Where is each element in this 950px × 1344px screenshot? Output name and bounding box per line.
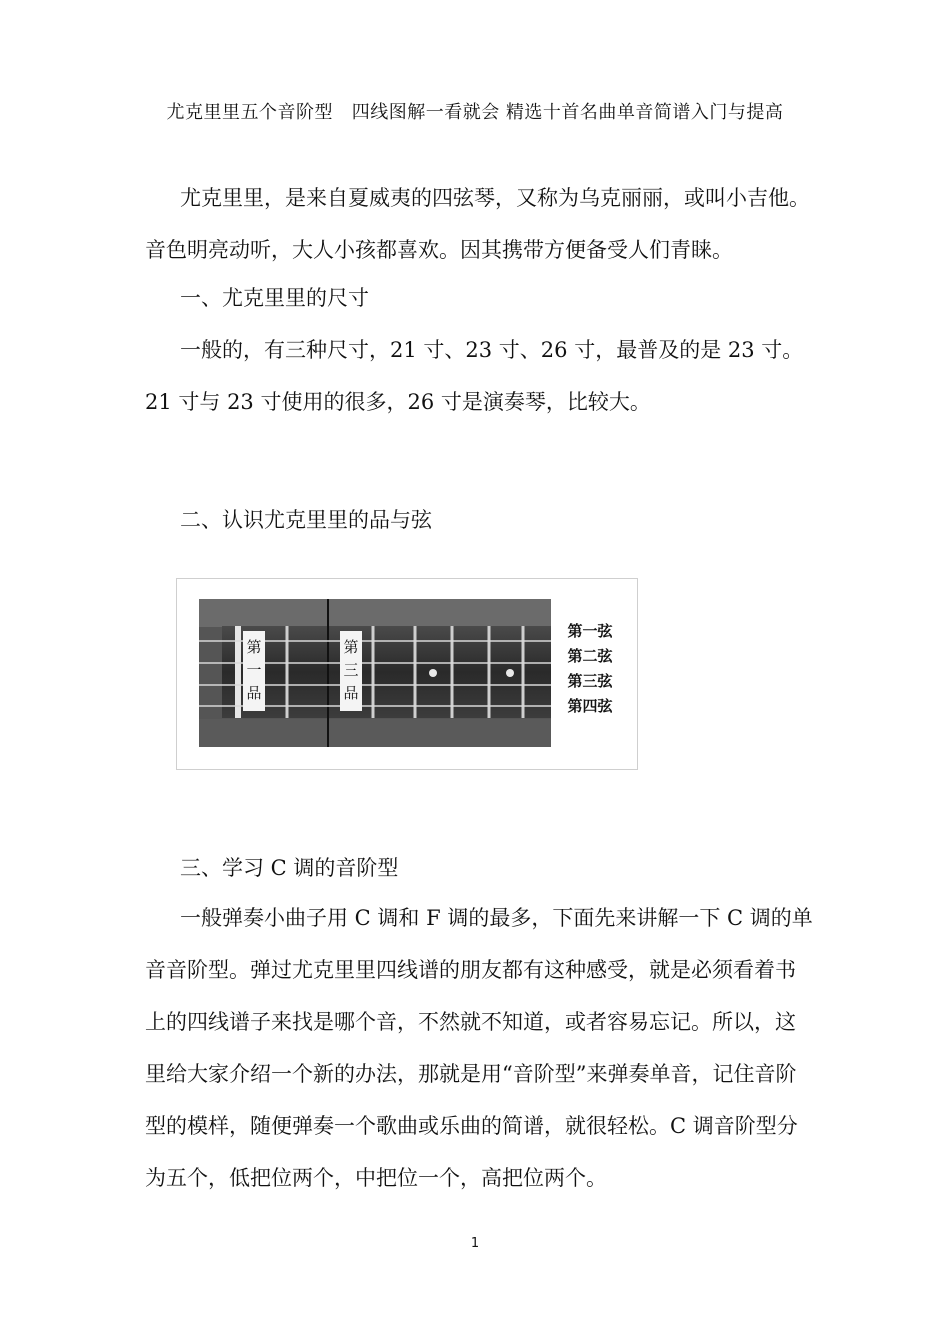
fretboard-figure — [176, 578, 638, 770]
section-heading-c-scale: 三、学习 C 调的音阶型 — [180, 856, 399, 880]
fret-marker-dot — [429, 669, 437, 677]
size-paragraph: 一般的，有三种尺寸，21 寸、23 寸、26 寸，最普及的是 23 寸。21 寸与 23 寸使用的很多，26 寸是演奏琴，比较大。 — [145, 338, 804, 414]
fretboard-image — [177, 579, 637, 769]
fret1-label-char: 品 — [246, 684, 262, 702]
fret1-label-char: 一 — [246, 661, 262, 679]
fret3-label-char: 品 — [343, 684, 359, 702]
nut — [235, 626, 241, 718]
section-heading-frets-strings: 二、认识尤克里里的品与弦 — [180, 508, 432, 532]
string-label-4: 第四弦 — [567, 697, 613, 715]
fret3-label-char: 三 — [343, 661, 359, 679]
fret-marker-dot — [506, 669, 514, 677]
c-scale-paragraph: 一般弹奏小曲子用 C 调和 F 调的最多，下面先来讲解一下 C 调的单音音阶型。弹过尤克里里四线谱的朋友都有这种感受，就是必须看着书上的四线谱子来找是哪个音，不然就不知道，或者容易忘记。所以，这里给大家介绍一个新的办法，那就是用“音阶型”来弹奏单音，记住音阶型的模样，随便弹奏一个歌曲或乐曲的简谱，就很轻松。C 调音阶型分为五个，低把位两个，中把位一个，高把位两个。 — [145, 906, 813, 1190]
string-label-1: 第一弦 — [567, 622, 613, 640]
fret3-label-char: 第 — [343, 638, 359, 656]
fret1-label-char: 第 — [246, 638, 262, 656]
string-label-2: 第二弦 — [567, 647, 613, 665]
page-title: 尤克里里五个音阶型 四线图解一看就会 精选十首名曲单音简谱入门与提高 — [166, 102, 784, 123]
string-label-3: 第三弦 — [567, 672, 613, 690]
page-number: 1 — [470, 1236, 480, 1251]
intro-paragraph: 尤克里里，是来自夏威夷的四弦琴，又称为乌克丽丽，或叫小吉他。音色明亮动听，大人小孩都喜欢。因其携带方便备受人们青睐。 — [145, 186, 810, 262]
fretboard — [222, 626, 551, 718]
section-heading-size: 一、尤克里里的尺寸 — [180, 286, 369, 310]
